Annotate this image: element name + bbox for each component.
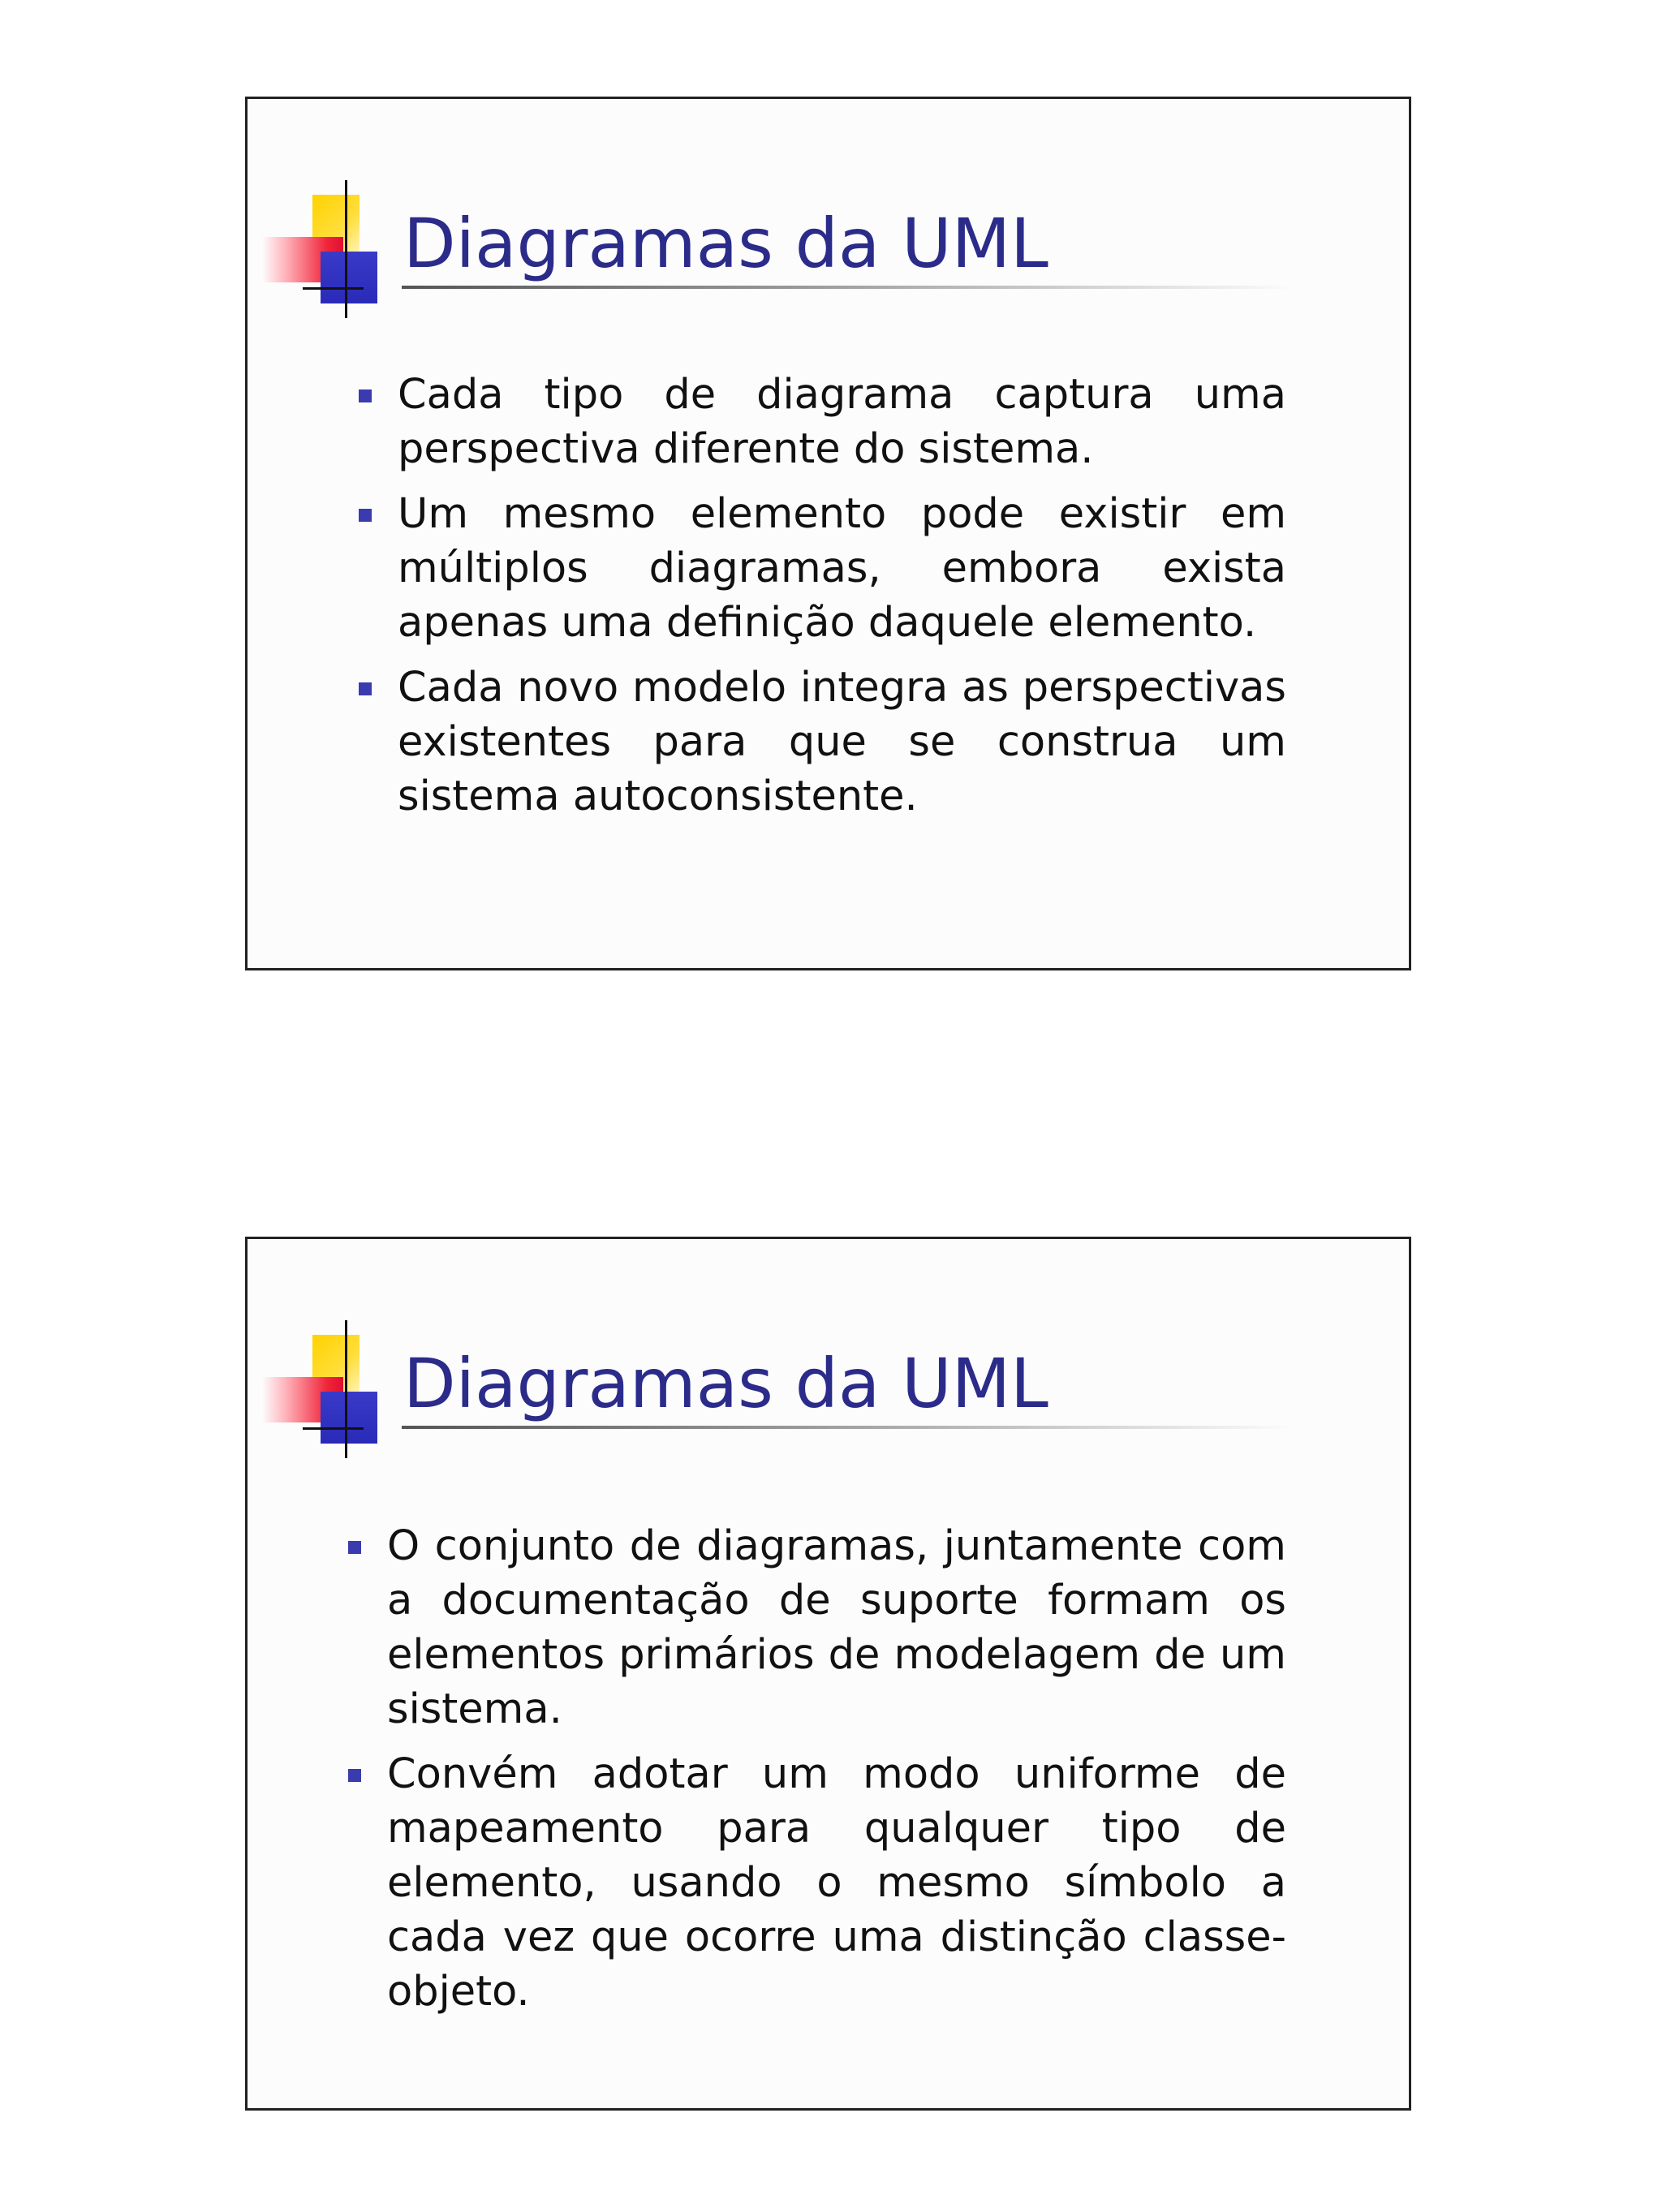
square-bullet-icon [359,682,372,695]
bullet-text: Cada novo modelo integra as perspectivas existentes para que se construa um sistema autoconsistente. [398,664,1286,820]
logo-blue-square [321,252,377,303]
logo-blue-square [321,1392,377,1444]
bullet-list [347,1519,1286,2029]
title-underline [402,1426,1294,1429]
slide-1 [245,97,1411,970]
bullet-item [357,487,1286,650]
bullet-item [357,368,1286,476]
square-bullet-icon [348,1541,361,1554]
bullet-list [357,368,1286,834]
bullet-item [347,1747,1286,2019]
square-bullet-icon [359,389,372,402]
logo-vertical-line [345,1320,347,1458]
bullet-item [347,1519,1286,1736]
slide-title: Diagramas da UML [403,1344,1048,1423]
bullet-text: Um mesmo elemento pode existir em múltiplos diagramas, embora exista apenas uma definição daquele elemento. [398,490,1286,647]
bullet-text: O conjunto de diagramas, juntamente com a documentação de suporte formam os elementos primários de modelagem de um sistema. [387,1522,1286,1733]
title-underline [402,286,1294,289]
bullet-item [357,661,1286,824]
slide-title: Diagramas da UML [403,204,1048,283]
square-bullet-icon [348,1769,361,1782]
bullet-text: Cada tipo de diagrama captura uma perspectiva diferente do sistema. [398,371,1286,473]
slide-logo-icon [262,180,408,318]
square-bullet-icon [359,509,372,522]
slide-logo-icon [262,1320,408,1458]
bullet-text: Convém adotar um modo uniforme de mapeamento para qualquer tipo de elemento, usando o mesmo símbolo a cada vez que ocorre uma distinção classe-objeto. [387,1750,1286,2016]
logo-horizontal-line [303,1427,364,1430]
slide-2 [245,1237,1411,2111]
logo-vertical-line [345,180,347,318]
logo-horizontal-line [303,287,364,290]
